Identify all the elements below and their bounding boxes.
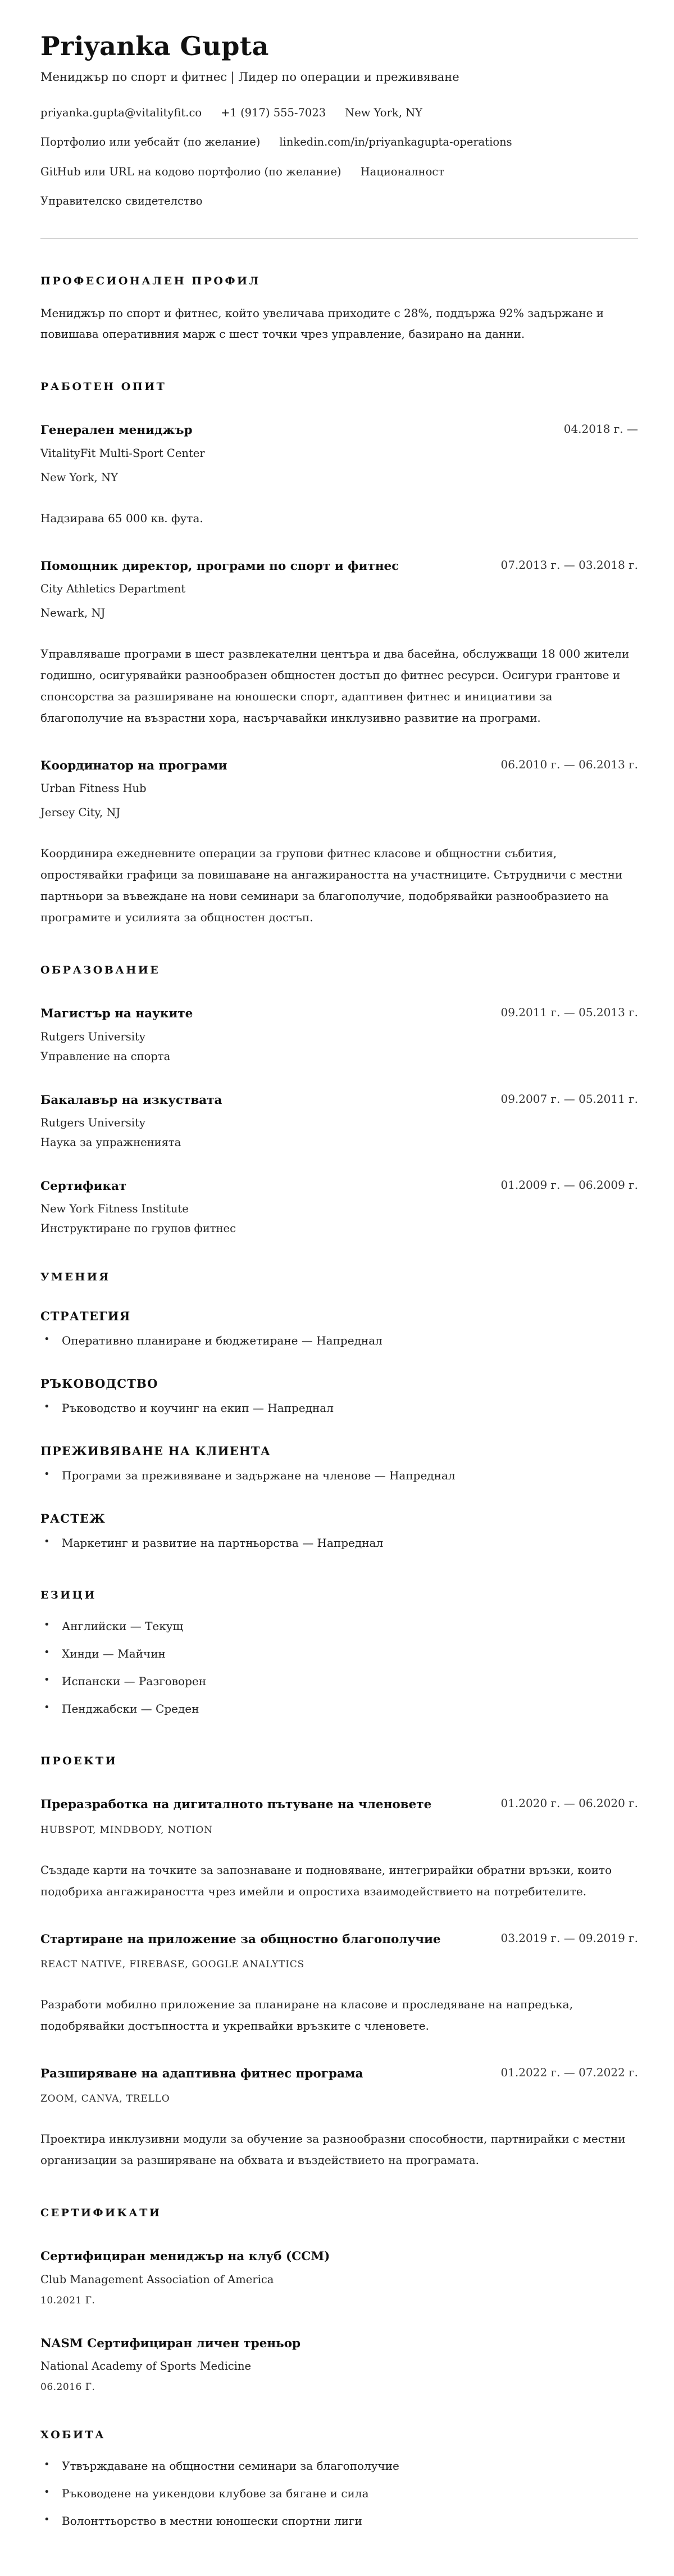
project-entry-head — [40, 2065, 638, 2083]
section-experience — [40, 381, 638, 928]
location-text: New York, NY — [345, 106, 423, 119]
certification-org: Club Management Association of America — [40, 2272, 274, 2286]
linkedin-text: linkedin.com/in/priyankagupta-operations — [279, 135, 512, 149]
project-entry — [40, 1930, 638, 2036]
project-entry — [40, 2065, 638, 2171]
language-item: • Испански — Разговорен — [40, 1671, 638, 1691]
job-entry — [40, 421, 638, 528]
skill-list — [40, 1398, 638, 1418]
experience-section-heading: РАБОТЕН ОПИТ — [40, 381, 167, 393]
projects-section-heading: ПРОЕКТИ — [40, 1755, 118, 1768]
section-skills — [40, 1271, 638, 1553]
skill-group-name: РАСТЕЖ — [40, 1511, 106, 1526]
field-of-study: Наука за упражненията — [40, 1135, 181, 1149]
language-item: • Хинди — Майчин — [40, 1644, 638, 1664]
field-of-study: Инструктиране по групов фитнес — [40, 1222, 236, 1235]
job-description: Надзирава 65 000 кв. фута. — [40, 511, 203, 525]
profile-summary-text: Мениджър по спорт и фитнес, който увеличава приходите с 28%, поддържа 92% задържане и повишава оперативния марж с шест точки чрез управление, базирано на данни. — [40, 306, 604, 341]
school-name: New York Fitness Institute — [40, 1202, 189, 1216]
job-title: Помощник директор, програми по спорт и фитнес — [40, 559, 399, 573]
project-description: Създаде карти на точките за запознаване и подновяване, интегрирайки обратни връзки, които подобриха ангажираността чрез имейли и опростиха взаимодействието на потребителите. — [40, 1863, 612, 1898]
skill-list — [40, 1330, 638, 1351]
job-description: Координира ежедневните операции за групови фитнес класове и общностни събития, опростявайки графици за повишаване на ангажираността на участниците. Сътрудничи с местни партньори за въвеждане на нови семинари за благополучие, подобрявайки разнообразието на програмите и усилията за общностен достъп. — [40, 846, 623, 925]
certification-entry — [40, 2334, 638, 2393]
certification-title: NASM Сертифициран личен треньор — [40, 2336, 301, 2351]
section-education — [40, 964, 638, 1235]
phone-text: +1 (917) 555-7023 — [221, 106, 326, 119]
section-languages — [40, 1589, 638, 1719]
contact-row-4 — [40, 194, 638, 208]
skill-item: • Оперативно планиране и бюджетиране — Напреднал — [40, 1330, 638, 1351]
language-item: • Пенджабски — Среден — [40, 1699, 638, 1719]
skill-list — [40, 1533, 638, 1553]
job-description: Управляваше програми в шест развлекателни центъра и два басейна, обслужващи 18 000 жители годишно, осигурявайки разнообразен общностен достъп до фитнес ресурси. Осигури грантове и спонсорства за разширяване на юношески спорт, адаптивен фитнес и инициативи за благополучие на възрастни хора, насърчавайки инклузивно развитие на програми. — [40, 647, 630, 725]
skill-group-name: ПРЕЖИВЯВАНЕ НА КЛИЕНТА — [40, 1444, 271, 1459]
certification-title: Сертифициран мениджър на клуб (CCM) — [40, 2249, 330, 2264]
section-projects — [40, 1755, 638, 2171]
contact-row-1 — [40, 106, 638, 120]
hobby-item: • Ръководене на уикендови клубове за бягане и сила — [40, 2483, 638, 2503]
job-location: New York, NY — [40, 470, 118, 484]
skill-group — [40, 1444, 638, 1486]
job-title: Координатор на програми — [40, 759, 227, 773]
school-name: Rutgers University — [40, 1116, 145, 1129]
project-title: Преразработка на дигиталното пътуване на членовете — [40, 1798, 432, 1812]
education-dates: 09.2007 г. — 05.2011 г. — [500, 1092, 638, 1106]
education-dates: 01.2009 г. — 06.2009 г. — [500, 1178, 638, 1192]
skill-group-name: СТРАТЕГИЯ — [40, 1309, 131, 1324]
email-text: priyanka.gupta@vitalityfit.co — [40, 106, 202, 119]
degree-title: Магистър на науките — [40, 1007, 193, 1021]
project-entry-head — [40, 1795, 638, 1814]
education-entry-head — [40, 1091, 638, 1110]
job-company: Urban Fitness Hub — [40, 782, 147, 795]
hobby-list — [40, 2456, 638, 2531]
education-entry — [40, 1177, 638, 1235]
job-entry-head — [40, 421, 638, 440]
skill-item: • Маркетинг и развитие на партньорства — Напреднал — [40, 1533, 638, 1553]
section-hobbies — [40, 2429, 638, 2531]
education-entry — [40, 1091, 638, 1149]
degree-title: Бакалавър на изкуствата — [40, 1093, 222, 1107]
job-dates: 06.2010 г. — 06.2013 г. — [500, 758, 638, 772]
hobbies-section-heading: ХОБИТА — [40, 2428, 106, 2441]
certification-org: National Academy of Sports Medicine — [40, 2359, 252, 2373]
certifications-section-heading: СЕРТИФИКАТИ — [40, 2207, 162, 2220]
candidate-name: Priyanka Gupta — [40, 31, 269, 61]
language-item: • Английски — Текущ — [40, 1616, 638, 1636]
job-dates: 07.2013 г. — 03.2018 г. — [500, 558, 638, 572]
portfolio-text: Портфолио или уебсайт (по желание) — [40, 135, 261, 149]
education-section-heading: ОБРАЗОВАНИЕ — [40, 964, 161, 977]
certification-date: 10.2021 Г. — [40, 2294, 95, 2306]
skill-group — [40, 1309, 638, 1351]
contact-row-3 — [40, 165, 638, 179]
school-name: Rutgers University — [40, 1030, 145, 1043]
profile-section-heading: ПРОФЕСИОНАЛЕН ПРОФИЛ — [40, 275, 261, 288]
contact-row-2 — [40, 135, 638, 149]
skill-item: • Ръководство и коучинг на екип — Напреднал — [40, 1398, 638, 1418]
education-entry-head — [40, 1004, 638, 1023]
job-location: Jersey City, NJ — [40, 806, 121, 820]
project-entry — [40, 1795, 638, 1902]
job-company: City Athletics Department — [40, 582, 186, 596]
project-title: Разширяване на адаптивна фитнес програма — [40, 2066, 363, 2081]
project-tech: REACT NATIVE, FIREBASE, GOOGLE ANALYTICS — [40, 1958, 305, 1970]
hobby-item: • Волонттьорство в местни юношески спортни лиги — [40, 2511, 638, 2531]
languages-section-heading: ЕЗИЦИ — [40, 1589, 97, 1602]
project-description: Разработи мобилно приложение за планиране на класове и проследяване на напредъка, подобрявайки достъпността и укрепвайки връзките с членовете. — [40, 1997, 573, 2032]
project-description: Проектира инклузивни модули за обучение за разнообразни способности, партнирайки с местни организации за разширяване на обхвата и въздействието на програмата. — [40, 2132, 626, 2167]
skills-section-heading: УМЕНИЯ — [40, 1271, 111, 1284]
education-entry-head — [40, 1177, 638, 1196]
skill-list — [40, 1465, 638, 1486]
project-tech: HUBSPOT, MINDBODY, NOTION — [40, 1824, 213, 1836]
job-entry — [40, 757, 638, 928]
project-entry-head — [40, 1930, 638, 1949]
candidate-tagline: Мениджър по спорт и фитнес | Лидер по операции и преживяване — [40, 70, 459, 84]
job-title: Генерален мениджър — [40, 423, 193, 438]
education-entry — [40, 1004, 638, 1062]
job-entry-head — [40, 757, 638, 775]
section-certifications — [40, 2207, 638, 2393]
degree-title: Сертификат — [40, 1179, 127, 1193]
certification-entry — [40, 2247, 638, 2306]
skill-group-name: РЪКОВОДСТВО — [40, 1377, 158, 1391]
job-dates: 04.2018 г. — — [563, 422, 638, 436]
project-tech: ZOOM, CANVA, TRELLO — [40, 2093, 170, 2105]
job-company: VitalityFit Multi-Sport Center — [40, 446, 205, 460]
field-of-study: Управление на спорта — [40, 1049, 171, 1063]
project-dates: 03.2019 г. — 09.2019 г. — [500, 1931, 638, 1945]
nationality-text: Националност — [360, 165, 445, 178]
certification-date: 06.2016 Г. — [40, 2381, 95, 2393]
skill-group — [40, 1511, 638, 1553]
job-entry-head — [40, 557, 638, 576]
education-dates: 09.2011 г. — 05.2013 г. — [500, 1006, 638, 1020]
skill-item: • Програми за преживяване и задържане на членове — Напреднал — [40, 1465, 638, 1486]
resume-header — [40, 31, 638, 208]
section-profile — [40, 275, 638, 345]
job-entry — [40, 557, 638, 728]
driving-license-text: Управителско свидетелство — [40, 194, 203, 208]
language-list — [40, 1616, 638, 1719]
job-location: Newark, NJ — [40, 606, 106, 620]
header-divider — [40, 238, 638, 239]
project-dates: 01.2022 г. — 07.2022 г. — [500, 2065, 638, 2079]
project-dates: 01.2020 г. — 06.2020 г. — [500, 1796, 638, 1810]
github-text: GitHub или URL на кодово портфолио (по желание) — [40, 165, 341, 178]
project-title: Стартиране на приложение за общностно благополучие — [40, 1932, 441, 1946]
hobby-item: • Утвърждаване на общностни семинари за благополучие — [40, 2456, 638, 2476]
skill-group — [40, 1377, 638, 1418]
